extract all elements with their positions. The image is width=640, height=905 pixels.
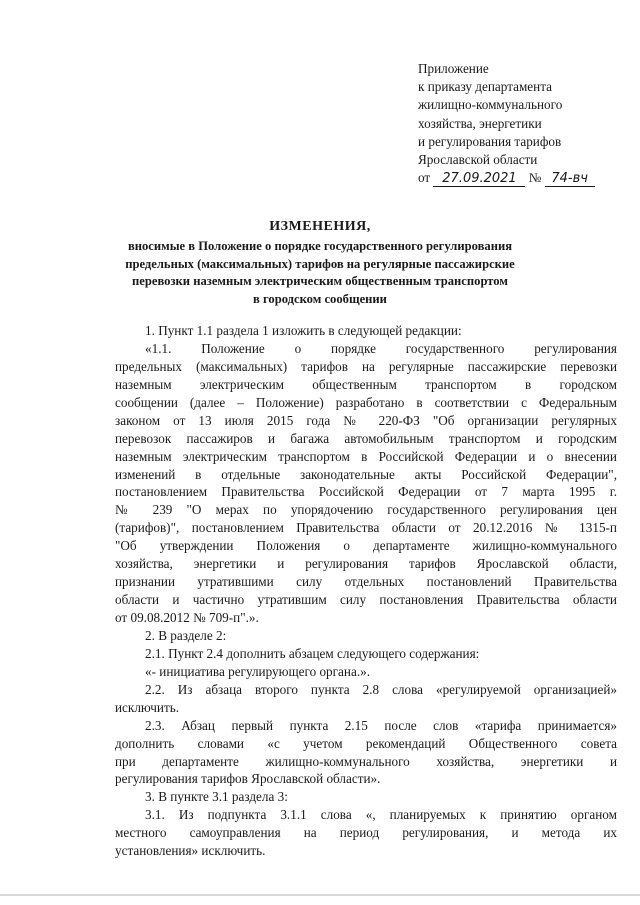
title-line: перевозки наземным электрическим общественным транспортом <box>132 274 508 289</box>
body-line: законом от 13 июля 2015 года № 220-ФЗ "Об организации регулярных <box>115 412 617 428</box>
body-line: «1.1. Положение о порядке государственного регулирования <box>145 340 617 356</box>
appendix-line: Ярославской области <box>418 152 538 168</box>
body-line: 1. Пункт 1.1 раздела 1 изложить в следующей редакции: <box>145 323 462 338</box>
body-line: постановлением Правительства Российской Федерации от 7 марта 1995 г. <box>115 484 617 500</box>
document-title-block <box>100 218 540 308</box>
appendix-line: и регулирования тарифов <box>418 133 562 149</box>
body-line: при департаменте жилищно-коммунального хозяйства, энергетики и <box>115 753 617 769</box>
scan-edge-divider <box>0 894 640 896</box>
body-line: хозяйства, энергетики и регулирования тарифов Ярославской области, <box>115 556 617 572</box>
body-line: 3. В пункте 3.1 раздела 3: <box>145 789 288 805</box>
body-line: 2.2. Из абзаца второго пункта 2.8 слова «регулируемой организацией» <box>145 681 617 697</box>
body-line: регулирования тарифов Ярославской области». <box>115 771 381 787</box>
body-line: области и частично утратившим силу постановления Правительства области <box>115 592 617 608</box>
body-line: (тарифов)", постановлением Правительства области от 20.12.2016 № 1315-п <box>115 520 617 536</box>
body-line: признании утратившими силу отдельных постановлений Правительства <box>115 574 617 590</box>
body-line: перевозок пассажиров и багажа автомобильным транспортом и городским <box>115 430 617 446</box>
order-date-number <box>418 169 618 187</box>
title-line: в городском сообщении <box>253 291 387 306</box>
appendix-line: Приложение <box>418 61 489 76</box>
body-line: установления» исключить. <box>115 843 266 859</box>
appendix-line: хозяйства, энергетики <box>418 115 542 131</box>
body-line: от 09.08.2012 № 709-п".». <box>115 610 259 625</box>
body-line: предельных (максимальных) тарифов на регулярные пассажирские перевозки <box>115 358 617 374</box>
body-line: 2. В разделе 2: <box>145 627 227 643</box>
appendix-line: жилищно-коммунального <box>418 97 563 113</box>
body-line: 3.1. Из подпункта 3.1.1 слова «, планируемых к принятию органом <box>145 807 617 823</box>
document-title: ИЗМЕНЕНИЯ, <box>269 219 371 234</box>
order-number: 74-вч <box>545 172 595 187</box>
appendix-header <box>418 60 618 187</box>
body-line: «- инициатива регулирующего органа.». <box>145 663 371 679</box>
document-body <box>115 322 617 860</box>
body-line: 2.3. Абзац первый пункта 2.15 после слов «тарифа принимается» <box>145 717 617 733</box>
body-line: № 239 "О мерах по упорядочению государственного регулирования цен <box>115 502 617 518</box>
body-line: "Об утверждении Положения о департаменте жилищно-коммунального <box>115 538 617 554</box>
body-line: местного самоуправления на период регулирования, и метода их <box>115 825 617 841</box>
date-prefix: от <box>418 170 431 186</box>
body-line: исключить. <box>115 699 180 715</box>
body-line: наземным электрическим транспортом в Российской Федерации и о внесении <box>115 448 617 464</box>
appendix-line: к приказу департамента <box>418 79 552 95</box>
body-line: 2.1. Пункт 2.4 дополнить абзацем следующего содержания: <box>145 645 480 661</box>
title-line: предельных (максимальных) тарифов на регулярные пассажирские <box>125 256 515 271</box>
title-line: вносимые в Положение о порядке государственного регулирования <box>127 239 513 253</box>
body-line: сообщении (далее – Положение) разработано в соответствии с Федеральным <box>115 394 617 410</box>
body-line: изменений в отдельные законодательные акты Российской Федерации", <box>115 466 617 482</box>
number-prefix: № <box>528 170 542 186</box>
body-line: наземным электрическим общественным транспортом в городском <box>115 376 617 392</box>
body-line: дополнить словами «с учетом рекомендаций Общественного совета <box>115 735 617 751</box>
order-date: 27.09.2021 <box>433 172 525 187</box>
